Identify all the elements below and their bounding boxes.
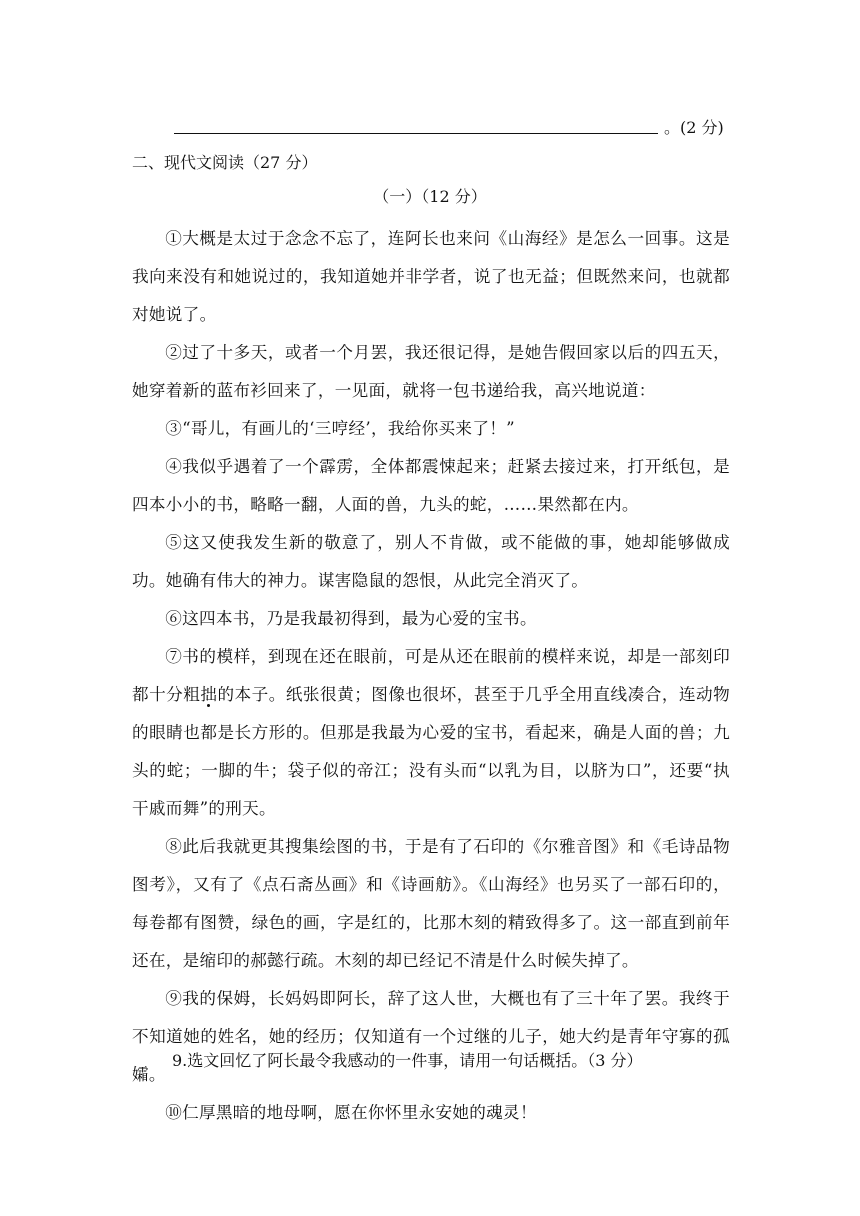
paragraph-7-part-1: ⑦书的模样，到现在还在眼前，可是从还在眼前的模样来说，却是一部刻印都十分粗 — [132, 647, 730, 704]
paragraph-6: ⑥这四本书，乃是我最初得到，最为心爱的宝书。 — [165, 609, 537, 628]
question-9: 9.选文回忆了阿长最令我感动的一件事，请用一句话概括。（3 分） — [172, 1051, 643, 1070]
paragraph-7-part-2: 的本子。纸张很黄；图像也很坏，甚至于几乎全用直线凑合，连动物的眼睛也都是长方形的。但那是我最为心爱的宝书，看起来，确是人面的兽；九头的蛇；一脚的牛；袋子似的帝江；没有头而“以乳为目，以脐为口”，还要“执干戚而舞”的刑天。 — [132, 685, 730, 818]
paragraph-1: ①大概是太过于念念不忘了，连阿长也来问《山海经》是怎么一回事。这是我向来没有和她说过的，我知道她并非学者，说了也无益；但既然来问，也就都对她说了。 — [132, 229, 730, 324]
sub-heading: （一）（12 分） — [373, 187, 487, 206]
answer-line[interactable] — [174, 133, 658, 134]
paragraph-8: ⑧此后我就更其搜集绘图的书，于是有了石印的《尔雅音图》和《毛诗品物图考》，又有了《点石斋丛画》和《诗画舫》。《山海经》也另买了一部石印的，每卷都有图赞，绿色的画，字是红的，比那木刻的精致得多了。这一部直到前年还在，是缩印的郝懿行疏。木刻的却已经记不清是什么时候失掉了。 — [132, 837, 730, 970]
paragraph-5: ⑤这又使我发生新的敬意了，别人不肯做，或不能做的事，她却能够做成功。她确有伟大的神力。谋害隐鼠的怨恨，从此完全消灭了。 — [132, 533, 730, 590]
answer-score: 。(2 分) — [664, 118, 724, 137]
reading-passage — [132, 220, 730, 1132]
paragraph-7 — [132, 638, 730, 828]
paragraph-10: ⑩仁厚黑暗的地母啊，愿在你怀里永安她的魂灵！ — [165, 1103, 537, 1122]
paragraph-4: ④我似乎遇着了一个霹雳，全体都震悚起来；赶紧去接过来，打开纸包，是四本小小的书，略略一翻，人面的兽，九头的蛇，……果然都在内。 — [132, 457, 730, 514]
answer-blank — [174, 117, 774, 141]
section-heading: 二、现代文阅读（27 分） — [132, 153, 318, 172]
emphasis-dotted-char: 拙 — [200, 685, 218, 704]
paragraph-3: ③“哥儿，有画儿的‘三哼经’，我给你买来了！” — [165, 419, 515, 438]
paragraph-2: ②过了十多天，或者一个月罢，我还很记得，是她告假回家以后的四五天，她穿着新的蓝布衫回来了，一见面，就将一包书递给我，高兴地说道： — [132, 343, 730, 400]
paragraph-9: ⑨我的保姆，长妈妈即阿长，辞了这人世，大概也有了三十年了罢。我终于不知道她的姓名，她的经历；仅知道有一个过继的儿子，她大约是青年守寡的孤孀。 — [132, 989, 730, 1084]
